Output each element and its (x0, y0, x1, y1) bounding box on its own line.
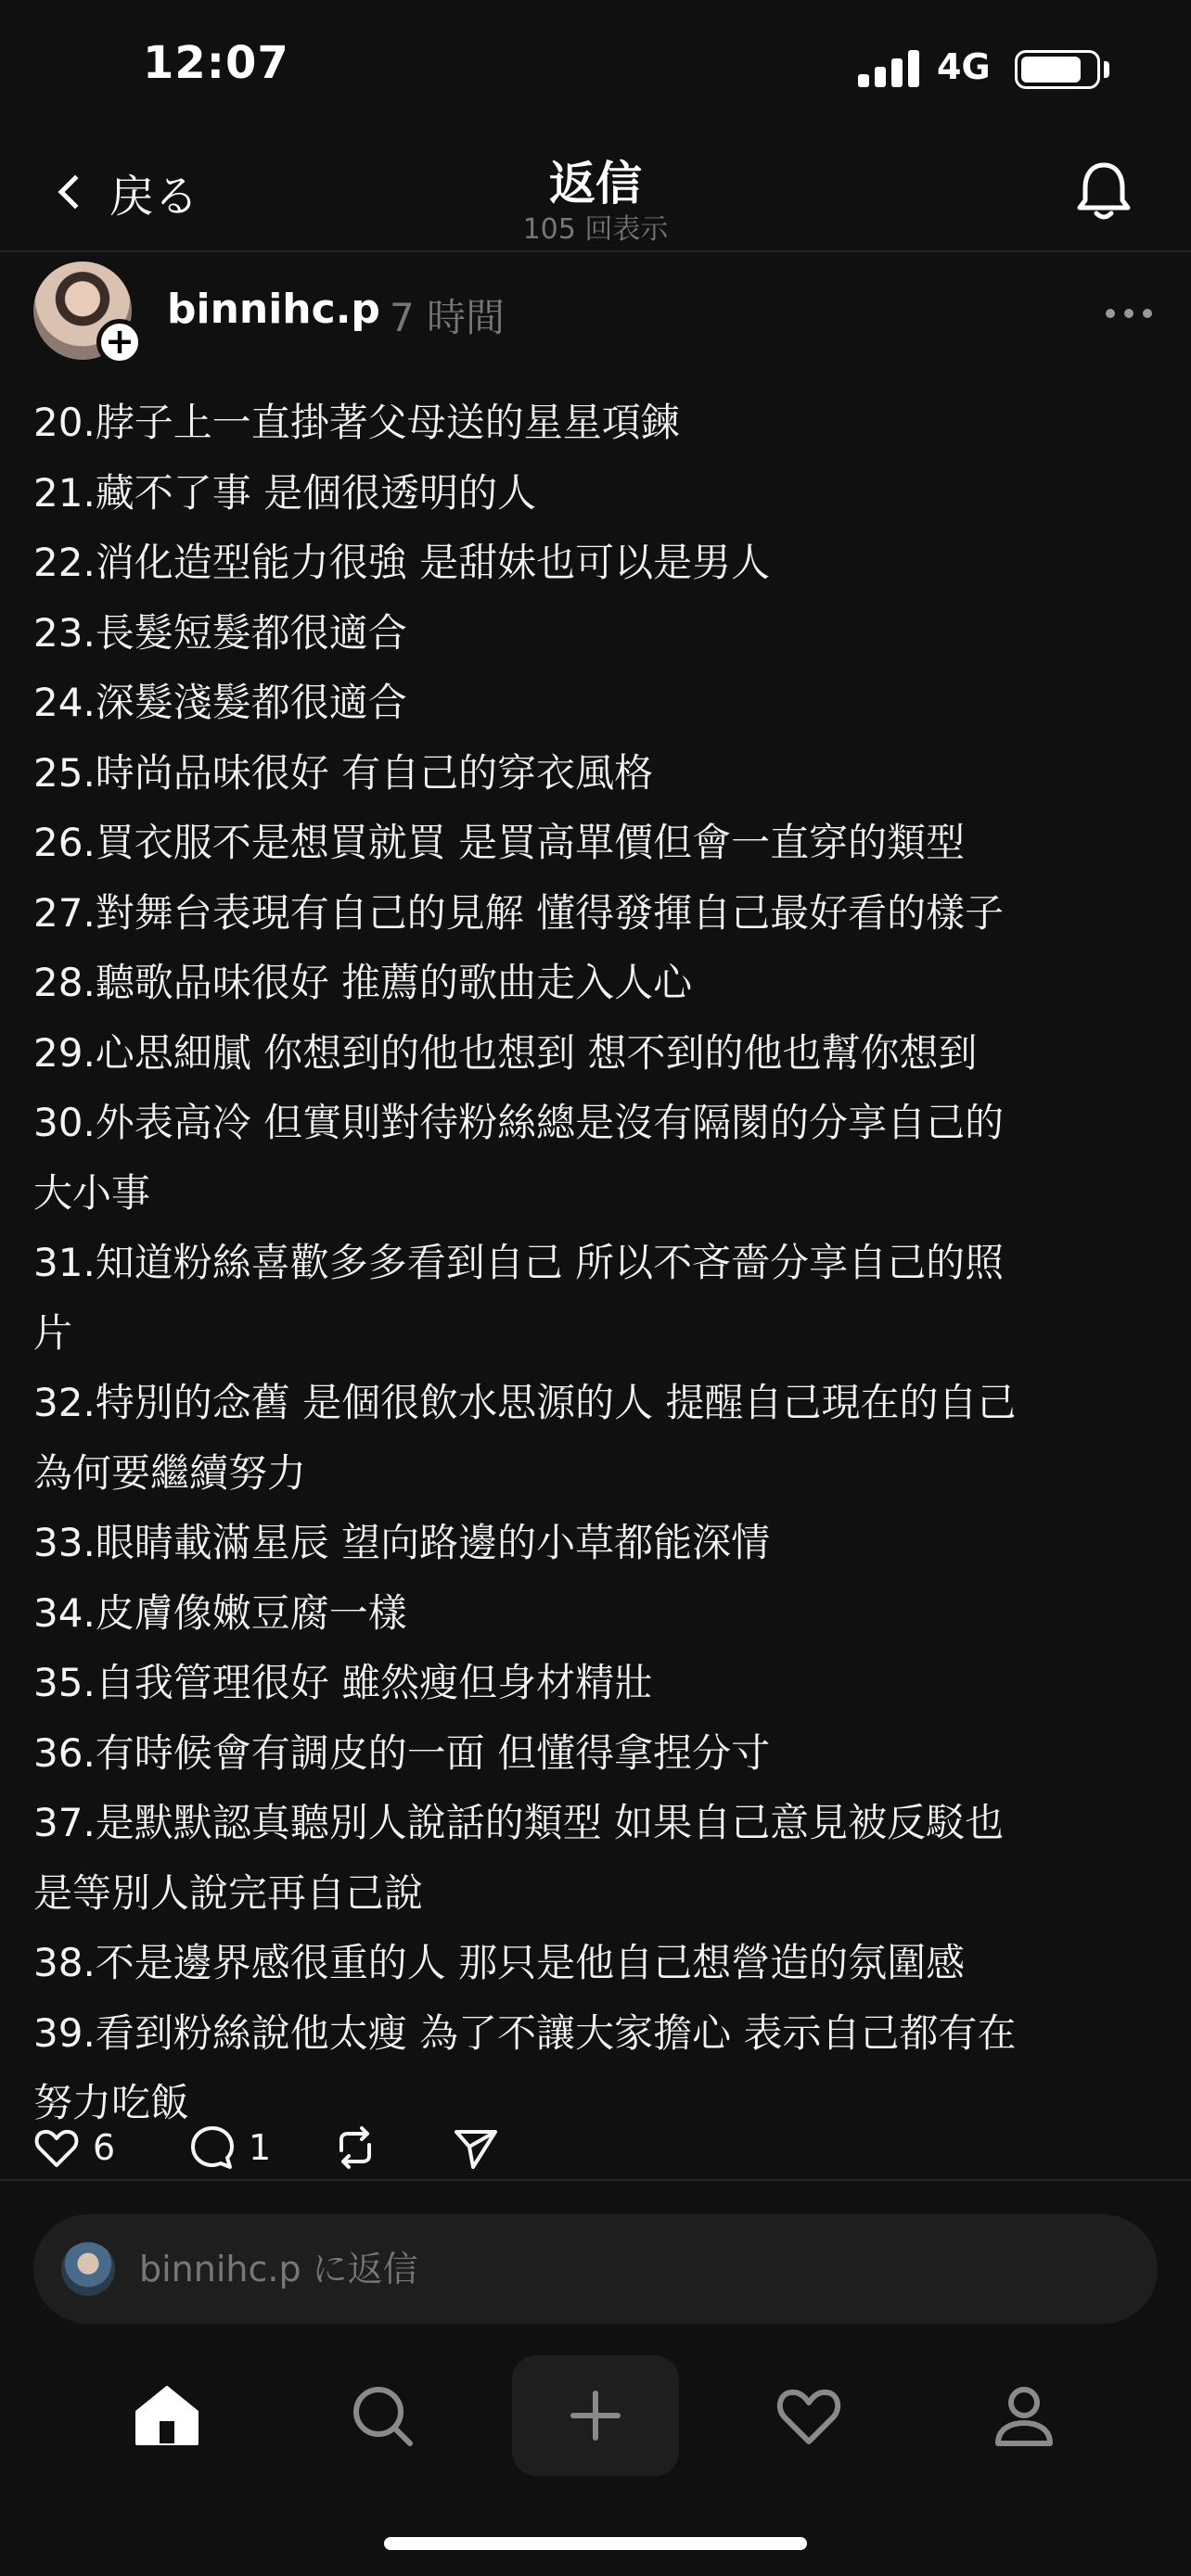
notification-button[interactable] (1067, 154, 1141, 228)
signal-icon (858, 50, 919, 87)
battery-cap (1104, 61, 1109, 78)
post-username[interactable]: binnihc.p (167, 286, 380, 333)
post-text-line: 20.脖子上一直掛著父母送的星星項鍊 (33, 400, 680, 445)
follow-plus-icon[interactable]: + (96, 319, 143, 365)
post-text-line: 31.知道粉絲喜歡多多看到自己 所以不吝嗇分享自己的照 (33, 1240, 1005, 1285)
send-icon (451, 2123, 501, 2173)
post-text-line: 36.有時候會有調皮的一面 但懂得拿捏分寸 (33, 1729, 771, 1776)
nav-header (0, 139, 1191, 252)
bell-icon (1067, 154, 1141, 228)
divider (0, 2179, 1191, 2181)
tab-compose[interactable] (512, 2355, 679, 2476)
home-indicator (384, 2537, 807, 2550)
post-text-line: 38.不是邊界感很重的人 那只是他自己想營造的氛圍感 (33, 1940, 966, 1985)
repost-button[interactable] (330, 2120, 380, 2175)
tab-bar (0, 2355, 1191, 2485)
post-text-line: 33.眼睛載滿星辰 望向路邊的小草都能深情 (33, 1520, 771, 1565)
status-time: 12:07 (143, 37, 289, 89)
repost-icon (330, 2123, 380, 2173)
post-text-line: 24.深髮淺髮都很適合 (33, 680, 407, 725)
post-text-line: 37.是默默認真聽別人說話的類型 如果自己意見被反駁也 (33, 1800, 1005, 1845)
home-icon (130, 2378, 204, 2453)
comment-button[interactable] (187, 2120, 271, 2175)
post-text-line: 29.心思細膩 你想到的他也想到 想不到的他也幫你想到 (33, 1029, 978, 1076)
post-timestamp: 7 時間 (390, 295, 506, 340)
like-count: 6 (93, 2127, 116, 2168)
share-button[interactable] (451, 2120, 501, 2175)
tab-search[interactable] (299, 2355, 466, 2476)
post-text-line: 片 (33, 1309, 73, 1356)
plus-icon (568, 2388, 623, 2443)
page-title: 返信 (549, 157, 642, 210)
like-button[interactable] (32, 2120, 115, 2175)
post-text-line: 23.長髮短髮都很適合 (33, 609, 407, 656)
tab-activity[interactable] (725, 2355, 892, 2476)
tab-home[interactable] (83, 2355, 250, 2476)
post-text-line: 35.自我管理很好 雖然瘦但身材精壯 (33, 1660, 654, 1705)
network-label: 4G (937, 46, 991, 87)
view-count: 105 回表示 (522, 213, 669, 246)
post-body (33, 388, 1161, 2138)
back-label: 戻る (109, 170, 199, 223)
post-text-line: 39.看到粉絲說他太瘦 為了不讓大家擔心 表示自己都有在 (33, 2009, 1017, 2056)
post-text-line: 26.買衣服不是想買就買 是買高單價但會一直穿的類型 (33, 820, 966, 865)
post-text-line: 21.藏不了事 是個很透明的人 (33, 469, 537, 516)
post-text-line: 28.聽歌品味很好 推薦的歌曲走入人心 (33, 960, 693, 1005)
search-icon (345, 2378, 419, 2453)
post-text-line: 22.消化造型能力很強 是甜妹也可以是男人 (33, 540, 771, 585)
reply-box (33, 2214, 1158, 2324)
heart-icon (32, 2123, 82, 2173)
post-text-line: 努力吃飯 (33, 2080, 190, 2125)
post-text-line: 25.時尚品味很好 有自己的穿衣風格 (33, 749, 654, 796)
avatar (61, 2242, 115, 2296)
tab-profile[interactable] (941, 2355, 1108, 2476)
post-text-line: 大小事 (33, 1169, 151, 1216)
post-text-line: 34.皮膚像嫩豆腐一樣 (33, 1589, 407, 1636)
post-text-line: 是等別人說完再自己說 (33, 1869, 424, 1916)
heart-icon (772, 2378, 846, 2453)
more-icon[interactable] (1106, 295, 1152, 332)
profile-icon (987, 2378, 1061, 2453)
post-text-line: 30.外表高冷 但實則對待粉絲總是沒有隔閡的分享自己的 (33, 1100, 1005, 1145)
battery-icon (1015, 50, 1100, 89)
post-text-line: 32.特別的念舊 是個很飲水思源的人 提醒自己現在的自己 (33, 1380, 1017, 1425)
post-text-line: 27.對舞台表現有自己的見解 懂得發揮自己最好看的樣子 (33, 889, 1005, 936)
post-text-line: 為何要繼續努力 (33, 1449, 307, 1496)
comment-icon (187, 2123, 237, 2173)
reply-input[interactable] (139, 2214, 1122, 2324)
status-bar (0, 0, 1191, 139)
reply-count: 1 (249, 2127, 272, 2168)
